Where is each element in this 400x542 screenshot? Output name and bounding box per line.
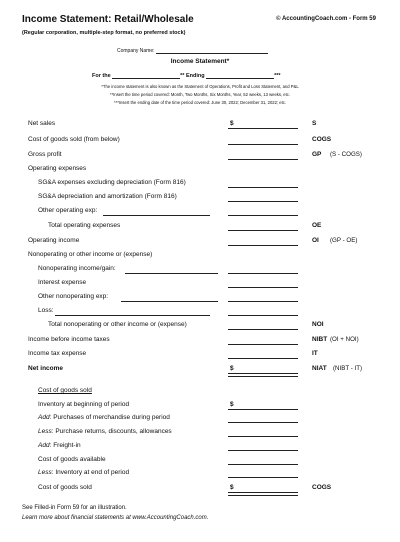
code-niat: NIAT bbox=[312, 365, 327, 372]
nonop-gain-blank bbox=[125, 273, 218, 274]
ending-label: ** Ending bbox=[180, 73, 205, 79]
add-freight-text: : Freight-in bbox=[49, 442, 81, 449]
sga-excl-label: SG&A expenses excluding depreciation (Form 816) bbox=[38, 179, 186, 186]
code-noi: NOI bbox=[312, 321, 324, 328]
note-3: ***Insert the ending date of the time period covered: June 30, 2022; December 31, 2022; etc. bbox=[113, 100, 287, 105]
less-returns-text: : Purchase returns, discounts, allowances bbox=[51, 428, 172, 435]
add-freight-label bbox=[38, 442, 81, 449]
other-nonop-line bbox=[228, 301, 298, 302]
code-oi: OI bbox=[312, 237, 319, 244]
code-cogs-total: COGS bbox=[312, 484, 332, 491]
nonop-gain-label: Nonoperating income/gain: bbox=[38, 265, 116, 272]
gross-profit-label: Gross profit bbox=[28, 151, 62, 158]
gross-profit-line bbox=[228, 159, 298, 160]
less-returns-label bbox=[38, 428, 172, 435]
interest-label: Interest expense bbox=[38, 279, 87, 286]
code-it: IT bbox=[312, 350, 318, 357]
tax-line bbox=[228, 358, 298, 359]
other-opex-blank bbox=[103, 215, 210, 216]
loss-blank bbox=[55, 315, 210, 316]
ending-date-blank bbox=[206, 72, 274, 79]
document-subtitle: (Regular corporation, multiple-step format, no preferred stock) bbox=[22, 30, 186, 36]
code-nibt: NIBT bbox=[312, 336, 328, 343]
code-s: S bbox=[312, 120, 317, 127]
total-nonop-label: Total nonoperating or other income or (expense) bbox=[48, 321, 187, 328]
cogs-total-label: Cost of goods sold bbox=[38, 484, 92, 491]
sga-excl-line bbox=[228, 187, 298, 188]
company-name-label: Company Name: bbox=[117, 48, 155, 54]
ibt-line bbox=[228, 344, 298, 345]
less-prefix: Less bbox=[38, 428, 52, 435]
other-nonop-label: Other nonoperating exp: bbox=[38, 293, 109, 300]
footer-see-note: See Filled-in Form 59 for an illustration. bbox=[22, 505, 127, 511]
cogs-total-double-line bbox=[228, 492, 298, 493]
other-opex-label: Other operating exp: bbox=[38, 207, 98, 214]
add-purchases-text: : Purchases of merchandise during period bbox=[49, 414, 170, 421]
total-opex-line bbox=[228, 230, 298, 231]
less-inventory-end-label bbox=[38, 469, 129, 476]
cogs-label: Cost of goods sold (from below) bbox=[28, 136, 120, 143]
loss-line bbox=[228, 315, 298, 316]
footer-learn-link[interactable]: Learn more about financial statements at www.AccountingCoach.com. bbox=[22, 515, 209, 521]
net-income-double-line bbox=[228, 373, 298, 374]
less-inventory-end-line bbox=[228, 477, 298, 478]
add-freight-line bbox=[228, 450, 298, 451]
copyright-notice: © AccountingCoach.com - Form 59 bbox=[276, 16, 376, 22]
statement-heading: Income Statement* bbox=[170, 58, 230, 65]
formula-nibt: (OI + NOI) bbox=[330, 336, 359, 343]
other-nonop-blank bbox=[121, 301, 218, 302]
operating-income-label: Operating income bbox=[28, 237, 80, 244]
end-marks: *** bbox=[274, 73, 281, 79]
goods-available-line bbox=[228, 464, 298, 465]
less-inventory-end-text: : Inventory at end of period bbox=[51, 469, 130, 476]
operating-income-line bbox=[228, 245, 298, 246]
code-gp: GP bbox=[312, 151, 322, 158]
net-sales-line bbox=[228, 128, 298, 129]
inventory-begin-label: Inventory at beginning of period bbox=[38, 401, 130, 408]
cogs-line bbox=[228, 144, 298, 145]
formula-niat: (NIBT - IT) bbox=[333, 365, 363, 372]
sga-dep-label: SG&A depreciation and amortization (Form 816) bbox=[38, 193, 177, 200]
note-2: **Insert the time period covered: Month, Two Months, Six Months, Year, 52 weeks, 13 weeks, etc. bbox=[109, 92, 291, 97]
total-opex-label: Total operating expenses bbox=[48, 222, 121, 229]
inventory-begin-line bbox=[228, 409, 298, 410]
goods-available-label: Cost of goods available bbox=[38, 456, 106, 463]
net-sales-currency: $ bbox=[230, 120, 234, 127]
other-opex-line bbox=[228, 215, 298, 216]
formula-oi: (GP - OE) bbox=[330, 237, 358, 244]
note-1: *The income statement is also known as the Statement of Operations, Profit and Loss Statement, and P&L bbox=[101, 84, 299, 89]
add-prefix: Add bbox=[38, 414, 50, 421]
tax-label: Income tax expense bbox=[28, 350, 87, 357]
less-prefix-2: Less bbox=[38, 469, 52, 476]
nonop-heading: Nonoperating or other income or (expense) bbox=[28, 251, 153, 258]
less-returns-line bbox=[228, 436, 298, 437]
code-oe: OE bbox=[312, 222, 322, 229]
inventory-begin-currency: $ bbox=[230, 401, 234, 408]
code-cogs: COGS bbox=[312, 136, 332, 143]
add-purchases-label bbox=[38, 414, 170, 421]
cogs-section-heading: Cost of goods sold bbox=[38, 387, 92, 394]
nonop-gain-line bbox=[228, 273, 298, 274]
cogs-total-currency: $ bbox=[230, 484, 234, 491]
company-name-field bbox=[117, 47, 268, 54]
company-name-blank bbox=[156, 47, 268, 54]
formula-gp: (S - COGS) bbox=[330, 151, 362, 158]
period-blank bbox=[112, 72, 180, 79]
add-purchases-line bbox=[228, 422, 298, 423]
for-label: For the bbox=[92, 73, 111, 79]
net-income-label: Net income bbox=[28, 365, 64, 372]
net-sales-label: Net sales bbox=[28, 120, 56, 127]
add-prefix-2: Add bbox=[38, 442, 50, 449]
interest-line bbox=[228, 287, 298, 288]
ibt-label: Income before income taxes bbox=[28, 336, 110, 343]
loss-label: Loss: bbox=[38, 307, 54, 314]
sga-dep-line bbox=[228, 201, 298, 202]
net-income-currency: $ bbox=[230, 365, 234, 372]
total-nonop-line bbox=[228, 329, 298, 330]
document-title: Income Statement: Retail/Wholesale bbox=[22, 14, 194, 25]
period-line bbox=[92, 72, 281, 79]
opex-heading: Operating expenses bbox=[28, 165, 87, 172]
